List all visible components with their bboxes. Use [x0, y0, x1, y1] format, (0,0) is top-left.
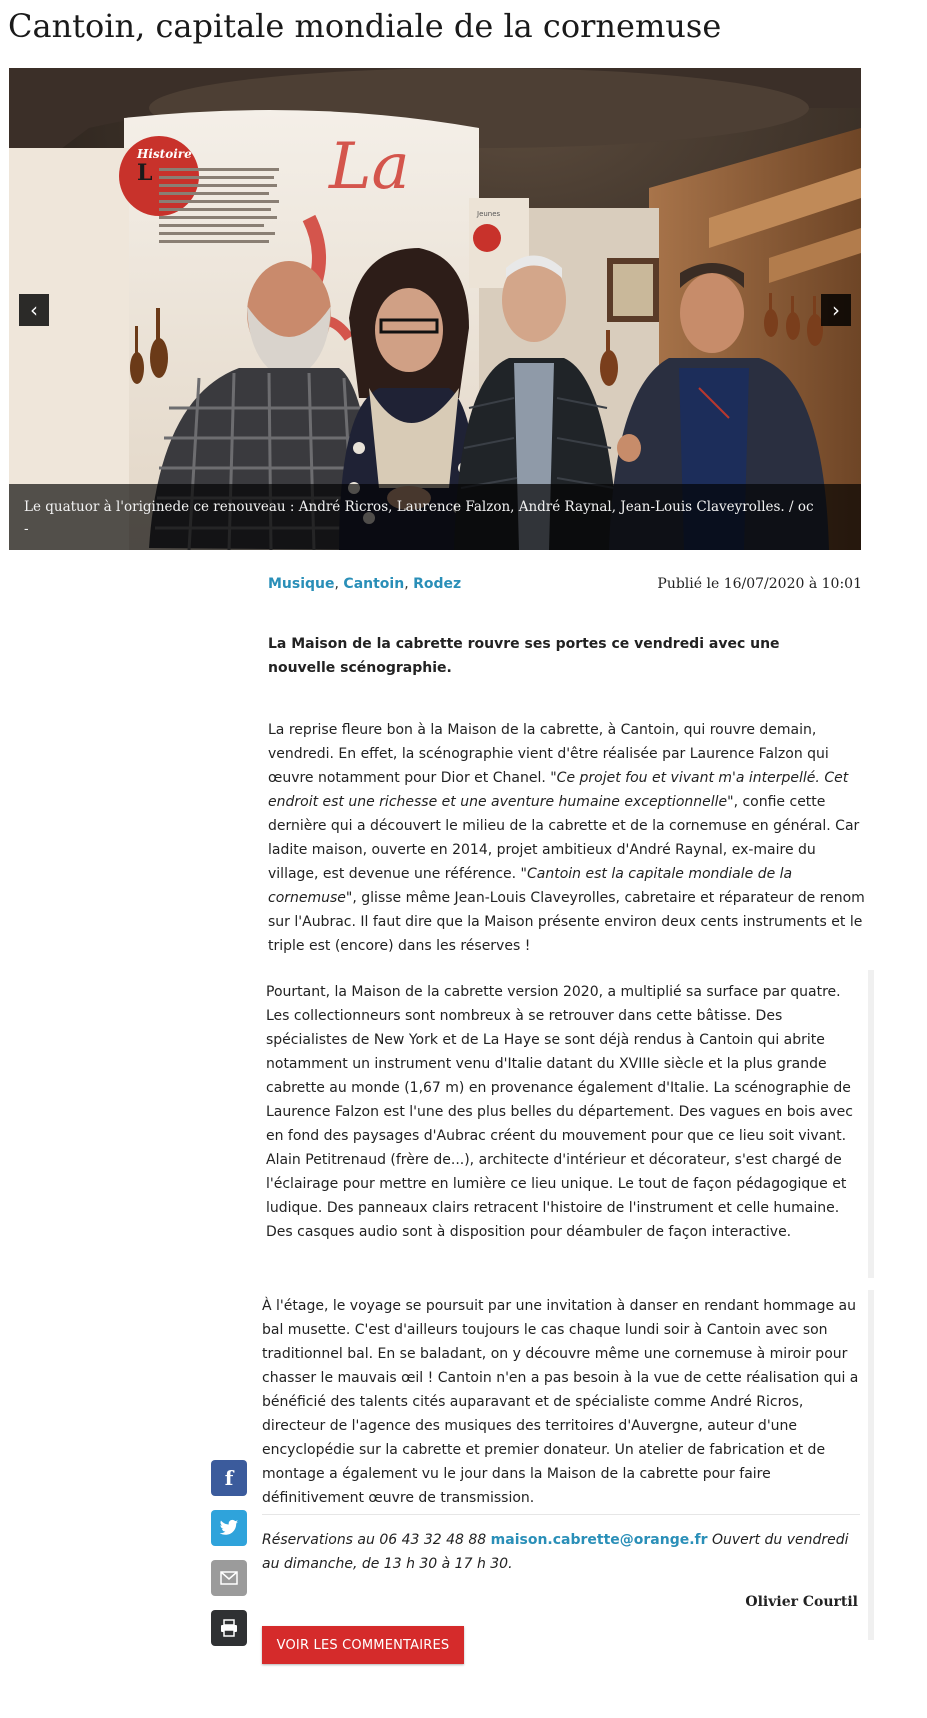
- reservation-email-link[interactable]: maison.cabrette@orange.fr: [490, 1532, 708, 1548]
- wall-letters: La: [329, 130, 410, 204]
- article-paragraph-2: Pourtant, la Maison de la cabrette version 2020, a multiplié sa surface par quatre. Les collectionneurs sont nombreux à se retrouver dans cette bâtisse. Des spécialistes de New York et de La Haye se sont déjà rendus à Cantoin qui abrite notamment un instrument venu d'Italie datant du XVIIIe siècle et la plus grande cabrette au monde (1,67 m) en provenance également d'Italie. La scénographie de Laurence Falzon est l'une des plus belles du département. Des vagues en bois avec en fond des paysages d'Aubrac créent du mouvement pour que ce lieu soit vivant. Alain Petitrenaud (frère de...), architecte d'intérieur et décorateur, s'est chargé de l'éclairage pour mettre en lumière ce lieu unique. Le tout de façon pédagogique et ludique. Des panneaux clairs retracent l'histoire de l'instrument et celle humaine. Des casques audio sont à disposition pour déambuler de façon interactive.: [266, 984, 853, 1240]
- article-paragraph-1: [268, 718, 868, 958]
- tag-separator: ,: [404, 576, 414, 592]
- scroll-track: [868, 1290, 874, 1640]
- article-lead: La Maison de la cabrette rouvre ses portes ce vendredi avec une nouvelle scénographie.: [268, 636, 780, 676]
- tag-cantoin[interactable]: Cantoin: [343, 576, 405, 592]
- article-author: Olivier Courtil: [745, 1594, 858, 1610]
- small-panel-text: Jeunes: [477, 210, 501, 218]
- photo-caption: [9, 484, 861, 550]
- article-photo: [9, 68, 861, 550]
- share-twitter-button[interactable]: [211, 1510, 247, 1546]
- printer-icon: [220, 1619, 238, 1637]
- scroll-track: [868, 970, 874, 1278]
- view-comments-button[interactable]: VOIR LES COMMENTAIRES: [262, 1626, 464, 1664]
- reservation-phone: Réservations au 06 43 32 48 88: [262, 1532, 491, 1548]
- slider-prev-button[interactable]: ‹: [19, 294, 49, 326]
- quote-claveyrolles: "Cantoin est la capitale mondiale de la cornemuse": [268, 866, 793, 906]
- paragraph-text: , confie cette dernière qui a découvert le milieu de la cabrette et de la cornemuse en général. Car ladite maison, ouverte en 2014, projet ambitieux d'André Raynal, ex-maire du village, est devenue une référence.: [268, 794, 860, 882]
- tag-rodez[interactable]: Rodez: [413, 576, 462, 592]
- article-meta: [268, 572, 862, 596]
- paragraph-text: La reprise fleure bon à la Maison de la cabrette, à Cantoin, qui rouvre demain, vendredi. En effet, la scénographie vient d'être réalisée par Laurence Falzon qui œuvre notamment pour Dior et Chanel.: [268, 722, 829, 786]
- paragraph-text: , glisse même Jean-Louis Claveyrolles, cabretaire et réparateur de renom sur l'Aubrac. Il faut dire que la Maison présente environ deux cents instruments et le triple est (encore) dans les réserves !: [268, 890, 865, 954]
- panel-letter: L: [137, 160, 153, 186]
- slider-next-button[interactable]: ›: [821, 294, 851, 326]
- article-title: Cantoin, capitale mondiale de la cornemuse: [8, 7, 722, 45]
- panel-heading: Histoire: [137, 147, 192, 161]
- quote-falzon: "Ce projet fou et vivant m'a interpellé. Cet endroit est une richesse et une aventure humaine exceptionnelle": [268, 770, 849, 810]
- share-facebook-button[interactable]: [211, 1460, 247, 1496]
- reservation-hours: Ouvert du vendredi au dimanche, de 13 h 30 à 17 h 30.: [262, 1532, 849, 1572]
- envelope-icon: [220, 1571, 238, 1585]
- tag-separator: ,: [334, 576, 344, 592]
- photo-slider[interactable]: [9, 68, 861, 550]
- print-button[interactable]: [211, 1610, 247, 1646]
- photo-caption-credit: -: [24, 521, 29, 537]
- divider: [262, 1514, 860, 1515]
- share-email-button[interactable]: [211, 1560, 247, 1596]
- reservation-info: [262, 1528, 862, 1576]
- facebook-icon: f: [224, 1466, 234, 1490]
- tag-musique[interactable]: Musique: [268, 576, 335, 592]
- published-date: Publié le 16/07/2020 à 10:01: [657, 576, 862, 592]
- photo-caption-text: Le quatuor à l'originede ce renouveau : André Ricros, Laurence Falzon, André Raynal, Jean-Louis Claveyrolles. / oc: [24, 499, 814, 515]
- twitter-icon: [219, 1519, 239, 1537]
- article-paragraph-3: À l'étage, le voyage se poursuit par une invitation à danser en rendant hommage au bal musette. C'est d'ailleurs toujours le cas chaque lundi soir à Cantoin avec son traditionnel bal. En se baladant, on y découvre même une cornemuse à miroir pour chasser le mauvais œil ! Cantoin n'en a pas besoin à la vue de cette réalisation qui a bénéficié des talents cités auparavant et de spécialiste comme André Ricros, directeur de l'agence des musiques des territoires d'Auvergne, auteur d'une encyclopédie sur la cabrette et premier donateur. Un atelier de fabrication et de montage a également vu le jour dans la Maison de la cabrette pour faire définitivement œuvre de transmission.: [262, 1298, 859, 1506]
